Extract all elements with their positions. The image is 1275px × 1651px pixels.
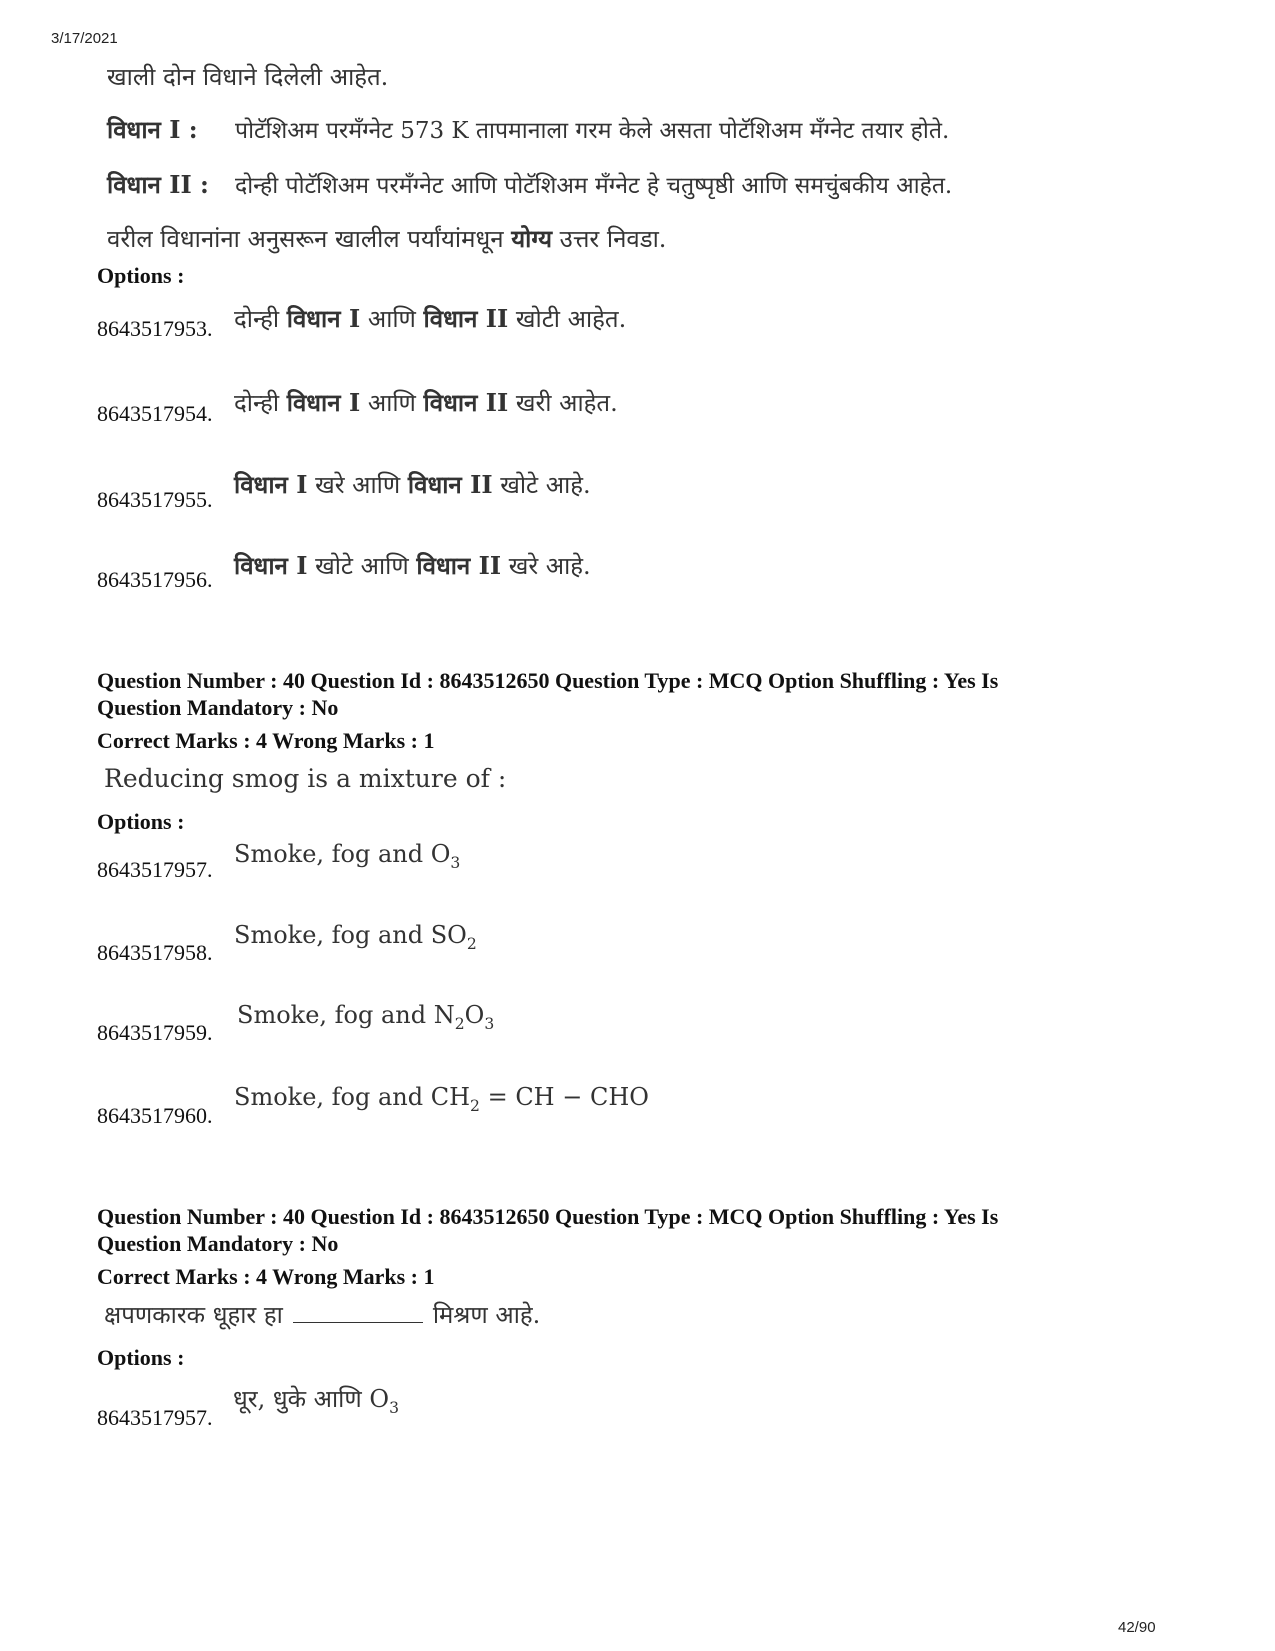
options-label: Options :	[97, 1345, 185, 1370]
instruction	[107, 222, 666, 255]
subscript: 2	[470, 1097, 480, 1115]
option-text	[234, 1083, 649, 1115]
option-label: Smoke, fog and SO	[234, 921, 467, 949]
option-id: 8643517957.	[97, 1405, 213, 1430]
statement-ref: विधान I	[234, 470, 308, 499]
option-text	[234, 302, 626, 335]
option-id: 8643517953.	[97, 316, 213, 341]
question-text	[104, 1298, 540, 1331]
option-label: खरी आहेत.	[508, 389, 618, 417]
option-text	[233, 1382, 399, 1417]
option-id: 8643517955.	[97, 487, 213, 512]
instruction-emphasis: योग्य	[511, 224, 553, 253]
option-id: 8643517959.	[97, 1020, 213, 1045]
subscript: 3	[450, 854, 461, 872]
question-part-b: मिश्रण आहे.	[432, 1301, 541, 1329]
option-id: 8643517957.	[97, 857, 213, 882]
option-label: खोटे आहे.	[492, 471, 591, 499]
subscript: 2	[454, 1015, 465, 1033]
option-text	[234, 549, 591, 582]
option-label: Smoke, fog and O	[234, 840, 451, 868]
statement-ref: विधान II	[423, 388, 509, 417]
option-id: 8643517954.	[97, 401, 213, 426]
subscript: 3	[389, 1399, 399, 1417]
instruction-part-a: वरील विधानांना अनुसरून खालील पर्यांयांमधून	[107, 225, 504, 253]
question-marks: Correct Marks : 4 Wrong Marks : 1	[97, 728, 435, 753]
option-id: 8643517958.	[97, 940, 213, 965]
statement-ref: विधान II	[416, 551, 502, 580]
statement-ref: विधान II	[423, 304, 509, 333]
fill-in-blank	[293, 1302, 423, 1323]
options-label: Options :	[97, 263, 185, 288]
option-label: खरे आणि	[307, 471, 408, 499]
question-part-a: क्षपणकारक धूहार हा	[104, 1301, 283, 1329]
question-meta-line2: Question Mandatory : No	[97, 1231, 339, 1256]
statement-ref: विधान I	[286, 388, 361, 417]
options-label: Options :	[97, 809, 185, 834]
statement-ref: विधान I	[286, 304, 361, 333]
option-text	[234, 386, 618, 419]
option-text	[234, 921, 477, 953]
option-label: आणि	[360, 389, 424, 417]
question-marks: Correct Marks : 4 Wrong Marks : 1	[97, 1264, 435, 1289]
page-number: 42/90	[1118, 1619, 1156, 1636]
statement-1-label: विधान I :	[107, 115, 198, 144]
question-meta-line1: Question Number : 40 Question Id : 8643512650 Question Type : MCQ Option Shuffling : Yes Is	[97, 1204, 999, 1229]
statement-ref: विधान II	[407, 470, 493, 499]
statements-intro: खाली दोन विधाने दिलेली आहेत.	[107, 63, 389, 91]
option-label: O	[464, 1001, 485, 1029]
option-label: खोटे आणि	[307, 552, 417, 580]
option-label: आणि	[360, 305, 424, 333]
option-label: Smoke, fog and CH	[234, 1083, 471, 1111]
option-text	[237, 1001, 494, 1033]
option-label: दोन्ही	[234, 389, 287, 417]
option-id: 8643517956.	[97, 567, 213, 592]
option-label: धूर, धुके आणि O	[233, 1385, 390, 1413]
subscript: 3	[484, 1015, 495, 1033]
statement-1-text: पोटॅशिअम परमँग्नेट 573 K तापमानाला गरम केले असता पोटॅशिअम मँग्नेट तयार होते.	[235, 118, 950, 144]
statement-ref: विधान I	[234, 551, 308, 580]
option-label: = CH − CHO	[479, 1083, 649, 1111]
question-meta-line1: Question Number : 40 Question Id : 8643512650 Question Type : MCQ Option Shuffling : Yes Is	[97, 668, 999, 693]
question-meta-line2: Question Mandatory : No	[97, 695, 339, 720]
option-label: खरे आहे.	[501, 552, 591, 580]
statement-1	[107, 113, 950, 146]
question-text: Reducing smog is a mixture of :	[104, 764, 507, 793]
option-label: दोन्ही	[234, 305, 287, 333]
subscript: 2	[466, 935, 477, 953]
instruction-part-c: उत्तर निवडा.	[559, 225, 667, 253]
statement-2	[107, 168, 953, 201]
statement-2-text: दोन्ही पोटॅशिअम परमँग्नेट आणि पोटॅशिअम मँग्नेट हे चतुष्पृष्ठी आणि समचुंबकीय आहेत.	[235, 173, 953, 199]
option-label: Smoke, fog and N	[237, 1001, 455, 1029]
print-date: 3/17/2021	[51, 30, 118, 47]
option-text	[234, 468, 591, 501]
option-id: 8643517960.	[97, 1103, 213, 1128]
option-text	[234, 840, 460, 872]
statement-2-label: विधान II :	[107, 170, 209, 199]
option-label: खोटी आहेत.	[508, 305, 627, 333]
